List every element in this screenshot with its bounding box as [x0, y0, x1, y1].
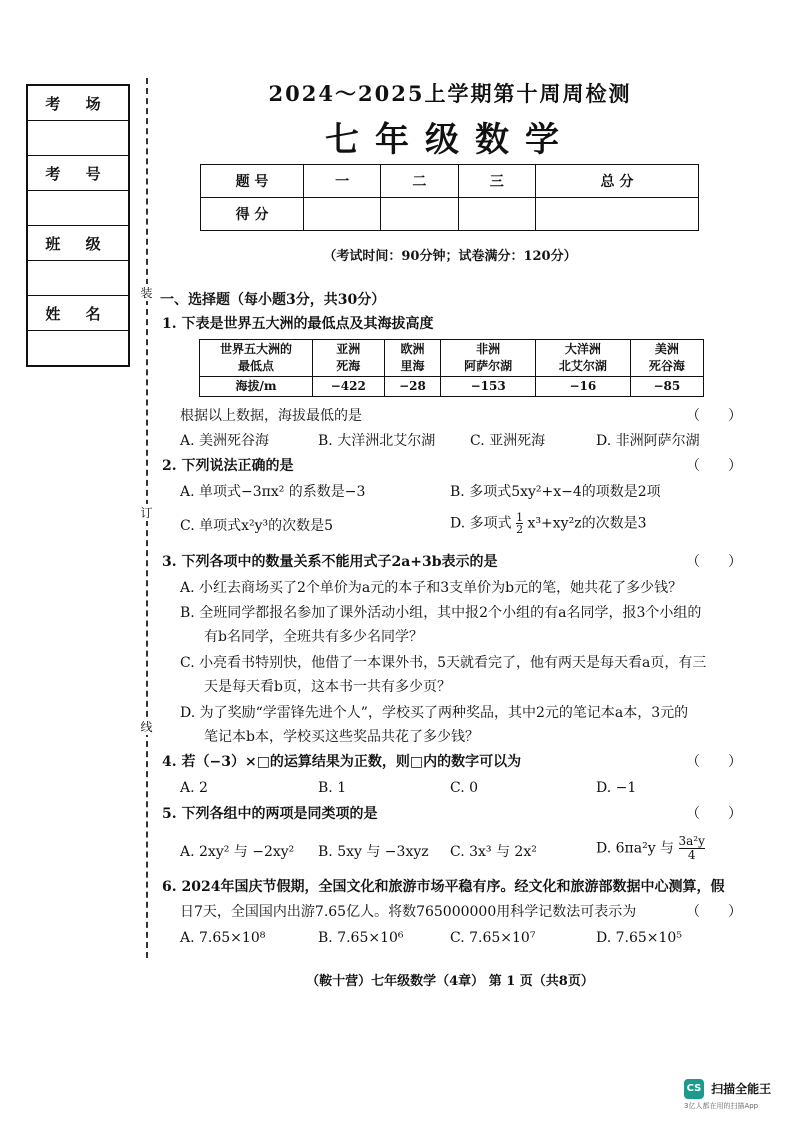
exam-room-label: 考 场: [28, 86, 128, 121]
table-cell: −16: [536, 377, 631, 397]
fraction-denominator: 2: [516, 523, 524, 536]
header-line: 死谷海: [648, 359, 685, 373]
option-d: D. −1: [596, 780, 637, 796]
score-header-cell: 一: [304, 165, 381, 198]
watermark-tagline: 3亿人都在用的扫描App: [684, 1101, 759, 1110]
q2-stem: 2. 下列说法正确的是: [162, 458, 294, 474]
header-line: 欧洲: [400, 342, 425, 356]
option-c-line2: 天是每天看b页，这本书一共有多少页？: [204, 679, 451, 695]
table-header-cell: [630, 340, 703, 377]
option-d-prefix: D. 6πa²y 与: [596, 840, 675, 857]
name-field[interactable]: [28, 331, 128, 365]
option-d-suffix: x³+xy²z的次数是3: [527, 515, 647, 532]
answer-bracket[interactable]: （ ）: [686, 806, 742, 822]
option-b: B. 多项式5xy²+x−4的项数是2项: [450, 484, 661, 500]
header-line: 美洲: [654, 342, 679, 356]
option-c: C. 亚洲死海: [470, 433, 546, 449]
option-a: A. 7.65×10⁸: [180, 930, 266, 946]
option-c-line1: C. 小亮看书特别快，他借了一本课外书，5天就看完了，他有两天是每天看a页，有三: [180, 655, 707, 671]
answer-bracket[interactable]: （ ）: [686, 458, 742, 474]
option-a: A. 2: [180, 780, 208, 796]
table-cell: −153: [441, 377, 536, 397]
q1-stem-text: 1. 下表是世界五大洲的最低点及其海拔高度: [162, 316, 434, 332]
q1-stem: [162, 314, 434, 334]
q1-question: 根据以上数据，海拔最低的是: [180, 408, 362, 424]
option-a: A. 美洲死谷海: [180, 433, 270, 449]
score-input-cell[interactable]: [381, 198, 458, 231]
table-header-cell: [384, 340, 441, 377]
table-header-cell: [200, 340, 313, 377]
option-a: A. 2xy² 与 −2xy²: [180, 844, 295, 860]
answer-bracket[interactable]: （ ）: [686, 904, 742, 920]
watermark-name: 扫描全能王: [711, 1082, 772, 1096]
score-header-cell: 二: [381, 165, 458, 198]
option-c: C. 0: [450, 780, 479, 796]
option-d-prefix: D. 多项式: [450, 515, 512, 532]
option-d: [450, 512, 647, 535]
exam-title: 2024～2025上学期第十周周检测: [268, 81, 632, 106]
option-b-line1: B. 全班同学都报名参加了课外活动小组，其中报2个小组的有a名同学，报3个小组的: [180, 605, 702, 621]
option-b: B. 大洋洲北艾尔湖: [318, 433, 436, 449]
q5-stem: 5. 下列各组中的两项是同类项的是: [162, 806, 378, 822]
header-line: 最低点: [237, 359, 274, 373]
answer-bracket[interactable]: （ ）: [686, 554, 742, 570]
fraction-numerator: 3a²y: [678, 834, 705, 848]
option-a: A. 单项式−3πx² 的系数是−3: [180, 484, 366, 500]
option-b-line2: 有b名同学，全班共有多少名同学？: [204, 629, 423, 645]
exam-number-label: 考 号: [28, 156, 128, 191]
option-d: D. 7.65×10⁵: [596, 930, 682, 946]
page-footer: （鞍十营）七年级数学（4章） 第 1 页（共8页）: [306, 974, 594, 989]
table-cell: 海拔/m: [200, 377, 313, 397]
header-line: 北艾尔湖: [558, 359, 607, 373]
table-header-cell: [536, 340, 631, 377]
score-header-cell: 总 分: [535, 165, 698, 198]
name-label: 姓 名: [28, 296, 128, 331]
fraction: [516, 512, 523, 535]
option-c: C. 单项式x²y³的次数是5: [180, 518, 334, 534]
class-label: 班 级: [28, 226, 128, 261]
class-field[interactable]: [28, 261, 128, 296]
table-header-cell: [441, 340, 536, 377]
option-c: C. 3x³ 与 2x²: [450, 844, 537, 860]
table-cell: −28: [384, 377, 441, 397]
answer-bracket[interactable]: （ ）: [686, 754, 742, 770]
exam-info: （考试时间：90分钟；试卷满分：120分）: [323, 249, 577, 264]
score-input-cell[interactable]: [304, 198, 381, 231]
exam-number-field[interactable]: [28, 191, 128, 226]
score-input-cell[interactable]: [458, 198, 535, 231]
q6-line2: 日7天，全国国内出游7.65亿人。将数765000000用科学记数法可表示为: [180, 904, 637, 920]
score-input-cell[interactable]: [535, 198, 698, 231]
answer-bracket[interactable]: （ ）: [686, 408, 742, 424]
header-line: 大洋洲: [564, 342, 601, 356]
header-line: 亚洲: [336, 342, 361, 356]
option-b: B. 7.65×10⁶: [318, 930, 404, 946]
q4-stem: 4. 若（−3）×□的运算结果为正数，则□内的数字可以为: [162, 754, 522, 770]
student-info-box: [26, 84, 130, 367]
score-header-cell: 题 号: [201, 165, 304, 198]
fraction: [679, 835, 705, 862]
score-row-label: 得 分: [201, 198, 304, 231]
option-b: B. 5xy 与 −3xyz: [318, 844, 429, 860]
binding-mark-zhuang: 装: [140, 286, 153, 300]
table-header-cell: [313, 340, 385, 377]
q3-stem: 3. 下列各项中的数量关系不能用式子2a+3b表示的是: [162, 554, 498, 570]
option-d-line2: 笔记本b本，学校买这些奖品共花了多少钱？: [204, 729, 479, 745]
option-d: [596, 835, 705, 862]
option-d: D. 非洲阿萨尔湖: [596, 433, 700, 449]
header-line: 死海: [336, 359, 361, 373]
section-title: 一、选择题（每小题3分，共30分）: [160, 292, 386, 308]
header-line: 里海: [400, 359, 425, 373]
header-line: 阿萨尔湖: [464, 359, 513, 373]
fraction-denominator: 4: [687, 848, 696, 862]
table-cell: −85: [630, 377, 703, 397]
score-header-cell: 三: [458, 165, 535, 198]
option-c: C. 7.65×10⁷: [450, 930, 536, 946]
score-table: [200, 164, 699, 231]
scanner-watermark: [684, 1078, 771, 1111]
lowest-points-table: [199, 339, 704, 397]
subject-title: 七年级数学: [325, 120, 575, 160]
binding-mark-ding: 订: [140, 506, 153, 520]
binding-mark-xian: 线: [140, 720, 153, 734]
option-d-line1: D. 为了奖励“学雷锋先进个人”，学校买了两种奖品，其中2元的笔记本a本，3元的: [180, 705, 689, 721]
exam-room-field[interactable]: [28, 121, 128, 156]
header-line: 非洲: [476, 342, 501, 356]
header-line: 世界五大洲的: [219, 342, 292, 356]
camscanner-logo-icon: CS: [684, 1079, 704, 1099]
fraction-numerator: 1: [516, 511, 524, 524]
option-a: A. 小红去商场买了2个单价为a元的本子和3支单价为b元的笔，她共花了多少钱？: [180, 580, 683, 596]
table-cell: −422: [313, 377, 385, 397]
option-b: B. 1: [318, 780, 347, 796]
q6-line1: 6. 2024年国庆节假期，全国文化和旅游市场平稳有序。经文化和旅游部数据中心测算，假: [162, 879, 725, 895]
